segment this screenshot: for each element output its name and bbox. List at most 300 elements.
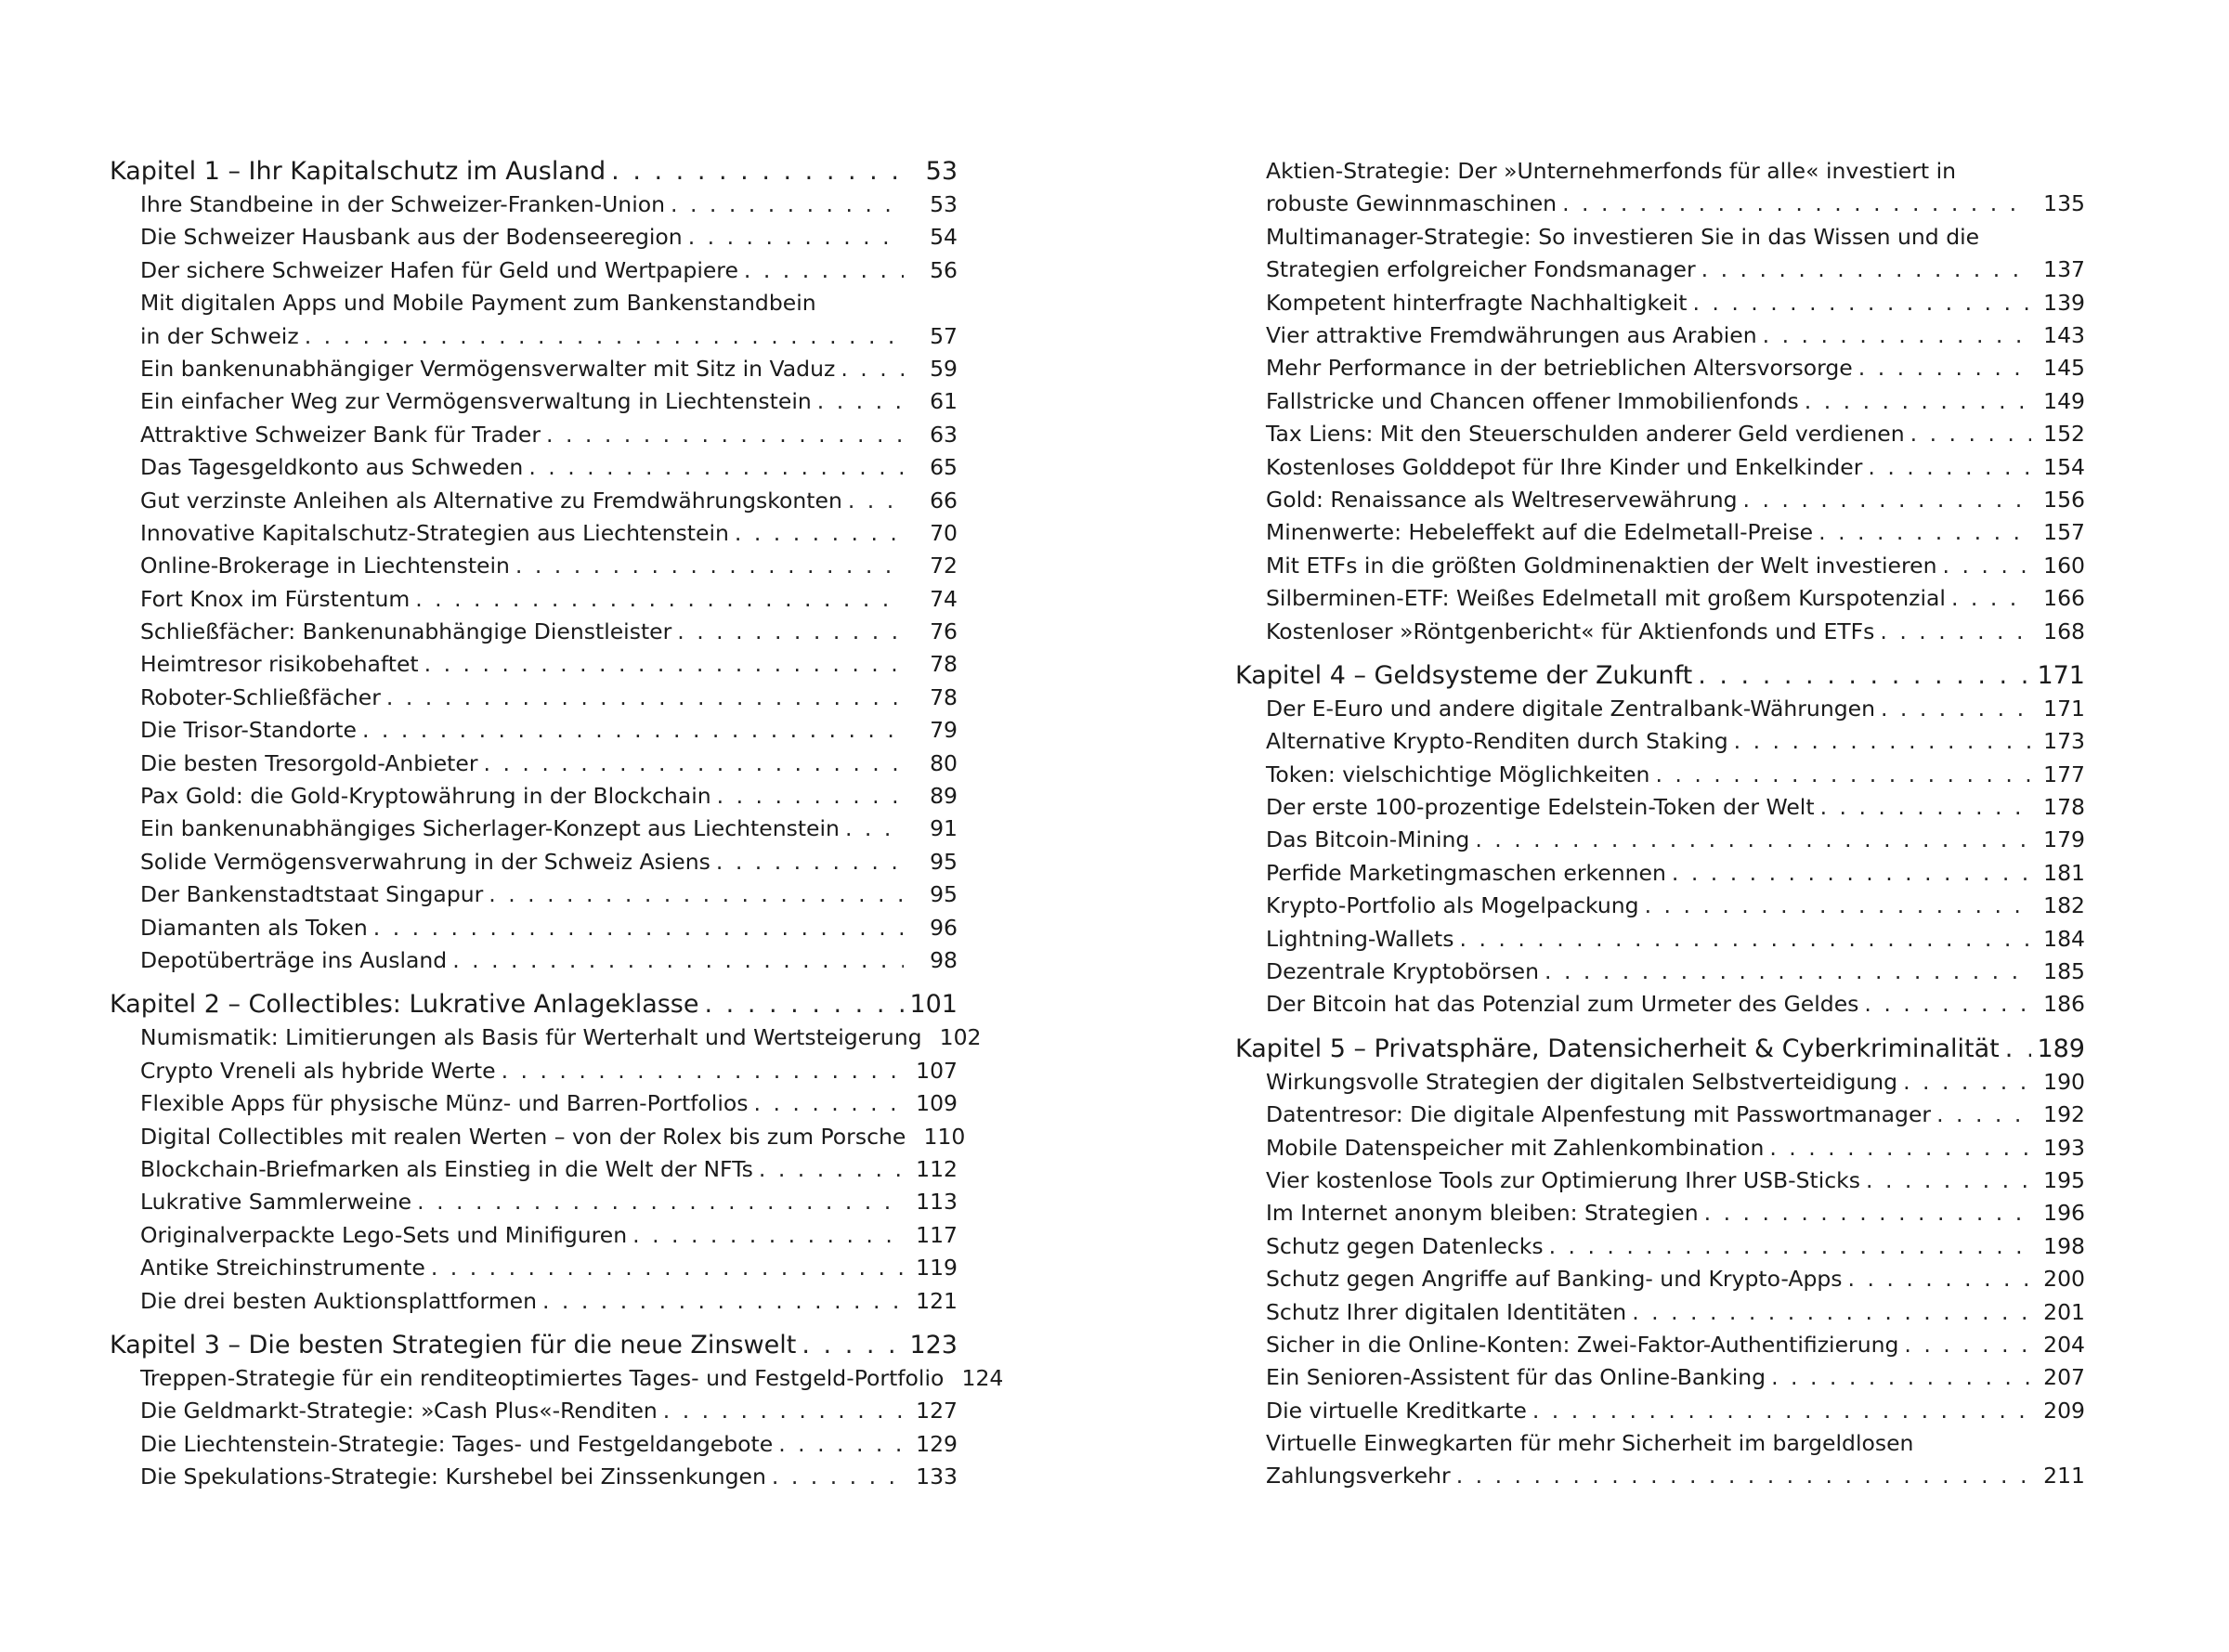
entry-page-number: 190	[2043, 1068, 2085, 1095]
dot-leader	[677, 616, 904, 648]
entry-page-number: 91	[930, 815, 958, 842]
entry-title: Der sichere Schweizer Hafen für Geld und Wertpapiere	[140, 256, 738, 283]
toc-entry	[1235, 956, 2085, 988]
entry-page-number: 96	[930, 914, 958, 941]
toc-entry	[110, 517, 958, 550]
dot-leader	[1769, 1132, 2031, 1164]
entry-title: Die Spekulations-Strategie: Kurshebel bei Zinssenkungen	[140, 1463, 766, 1490]
entry-title: Die besten Tresorgold-Anbieter	[140, 749, 478, 776]
dot-leader	[1562, 188, 2031, 220]
toc-entry	[110, 813, 958, 845]
entry-title: Roboter-Schließfächer	[140, 683, 381, 710]
toc-entry	[1235, 1197, 2085, 1229]
entry-title: Die Trisor-Standorte	[140, 717, 357, 744]
dot-leader	[424, 648, 904, 681]
entry-page-number: 204	[2043, 1331, 2085, 1358]
entry-page-number: 145	[2043, 355, 2085, 382]
entry-title: Flexible Apps für physische Münz- und Barren-Portfolios	[140, 1090, 749, 1117]
entry-title: Dezentrale Kryptobörsen	[1266, 958, 1540, 985]
dot-leader	[1880, 616, 2031, 648]
toc-chapter-heading	[110, 988, 958, 1021]
entry-title: Depotüberträge ins Ausland	[140, 947, 448, 973]
entry-title: Ein einfacher Weg zur Vermögensverwaltung in Liechtenstein	[140, 388, 812, 415]
entry-page-number: 65	[930, 454, 958, 481]
entry-title: Innovative Kapitalschutz-Strategien aus Liechtenstein	[140, 519, 729, 546]
dot-leader	[417, 1186, 904, 1218]
entry-title: Das Tagesgeldkonto aus Schweden	[140, 454, 524, 481]
toc-entry	[110, 1121, 966, 1153]
entry-title: Heimtresor risikobehaftet	[140, 651, 419, 678]
toc-entry	[110, 1087, 958, 1120]
dot-leader	[632, 1219, 904, 1252]
entry-title: Sicher in die Online-Konten: Zwei-Faktor-Authentifizierung	[1266, 1331, 1899, 1358]
entry-title: Der Bitcoin hat das Potenzial zum Urmeter des Geldes	[1266, 991, 1859, 1018]
toc-entry	[110, 1219, 958, 1252]
entry-page-number: 186	[2043, 991, 2085, 1018]
entry-title: Ihre Standbeine in der Schweizer-Franken-Union	[140, 191, 665, 217]
entry-title: Krypto-Portfolio als Mogelpackung	[1266, 892, 1639, 919]
toc-entry	[110, 1153, 958, 1186]
entry-title: Tax Liens: Mit den Steuerschulden anderer Geld verdienen	[1266, 421, 1905, 448]
entry-title: Silberminen-ETF: Weißes Edelmetall mit großem Kurspotenzial	[1266, 585, 1946, 612]
toc-entry	[1235, 385, 2085, 418]
entry-page-number: 127	[916, 1398, 958, 1424]
entry-page-number: 78	[930, 651, 958, 678]
toc-entry	[1235, 550, 2085, 582]
entry-title: Ein Senioren-Assistent für das Online-Banking	[1266, 1364, 1766, 1391]
dot-leader	[1701, 254, 2031, 286]
entry-page-number: 59	[930, 355, 958, 382]
entry-page-number: 179	[2043, 826, 2085, 853]
toc-entry	[110, 748, 958, 780]
entry-title: Wirkungsvolle Strategien der digitalen Selbstverteidigung	[1266, 1068, 1898, 1095]
entry-page-number: 157	[2043, 519, 2085, 546]
toc-entry	[110, 287, 958, 353]
dot-leader	[1692, 287, 2031, 319]
dot-leader	[1456, 1460, 2031, 1492]
toc-entry	[110, 189, 958, 221]
entry-page-number: 61	[930, 388, 958, 415]
entry-page-number: 80	[930, 749, 958, 776]
dot-leader	[611, 155, 904, 189]
dot-leader	[542, 1285, 904, 1318]
entry-page-number: 89	[930, 783, 958, 810]
dot-leader	[373, 912, 904, 944]
dot-leader	[716, 846, 904, 878]
dot-leader	[802, 1329, 904, 1362]
entry-page-number: 78	[930, 683, 958, 710]
dot-leader	[1632, 1296, 2031, 1329]
entry-page-number: 70	[930, 519, 958, 546]
dot-leader	[528, 451, 904, 484]
dot-leader	[1475, 824, 2031, 856]
toc-entry	[110, 419, 958, 451]
entry-title: Kostenloses Golddepot für Ihre Kinder und Enkelkinder	[1266, 453, 1863, 480]
entry-page-number: 57	[930, 322, 958, 349]
toc-entry	[110, 583, 958, 616]
entry-title: Datentresor: Die digitale Alpenfestung mit Passwortmanager	[1266, 1101, 1932, 1128]
toc-entry	[1235, 616, 2085, 648]
toc-entry	[1235, 1132, 2085, 1164]
entry-title: Mit ETFs in die größten Goldminenaktien der Welt investieren	[1266, 552, 1937, 579]
toc-entry	[1235, 1099, 2085, 1131]
entry-page-number: 143	[2043, 321, 2085, 348]
toc-entry	[110, 1055, 958, 1087]
dot-leader	[848, 485, 904, 517]
entry-title: Mehr Performance in der betrieblichen Altersvorsorge	[1266, 355, 1853, 382]
entry-page-number: 121	[916, 1287, 958, 1314]
entry-page-number: 139	[2043, 289, 2085, 316]
entry-page-number: 95	[930, 881, 958, 908]
entry-page-number: 113	[916, 1189, 958, 1216]
dot-leader	[1532, 1395, 2031, 1427]
chapter-page-number: 123	[909, 1330, 958, 1359]
toc-entry	[1235, 484, 2085, 516]
toc-entry	[110, 1461, 958, 1493]
dot-leader	[817, 385, 904, 418]
toc-entry	[110, 616, 958, 648]
toc-entry	[110, 1285, 958, 1318]
dot-leader	[1951, 582, 2031, 615]
entry-title: Die Schweizer Hausbank aus der Bodenseeregion	[140, 224, 683, 251]
dot-leader	[484, 748, 905, 780]
dot-leader	[1881, 693, 2031, 725]
entry-title: Der E-Euro und andere digitale Zentralbank-Währungen	[1266, 695, 1875, 722]
entry-page-number: 192	[2043, 1101, 2085, 1128]
toc-entry	[1235, 1230, 2085, 1263]
entry-page-number: 109	[916, 1090, 958, 1117]
dot-leader	[546, 419, 904, 451]
dot-leader	[1904, 1329, 2031, 1361]
toc-entry	[1235, 923, 2085, 956]
dot-leader	[502, 1055, 904, 1087]
toc-entry	[1235, 1164, 2085, 1197]
entry-title: Kompetent hinterfragte Nachhaltigkeit	[1266, 289, 1688, 316]
dot-leader	[754, 1087, 905, 1120]
entry-title: Token: vielschichtige Möglichkeiten	[1266, 761, 1650, 787]
entry-title: Solide Vermögensverwahrung in der Schweiz Asiens	[140, 848, 710, 875]
toc-entry	[1235, 1427, 2085, 1493]
chapter-page-number: 171	[2037, 660, 2085, 690]
entry-page-number: 110	[923, 1123, 966, 1150]
entry-title: Pax Gold: die Gold-Kryptowährung in der Blockchain	[140, 783, 711, 810]
toc-entry	[110, 780, 958, 813]
entry-page-number: 124	[961, 1364, 1004, 1391]
entry-title: Fort Knox im Fürstentum	[140, 585, 411, 612]
dot-leader	[744, 254, 904, 287]
entry-title: Digital Collectibles mit realen Werten – von der Rolex bis zum Porsche	[140, 1123, 906, 1150]
toc-entry	[1235, 352, 2085, 384]
entry-title: Der Bankenstadtstaat Singapur	[140, 881, 484, 908]
toc-left-page	[110, 155, 1004, 1493]
entry-page-number: 154	[2043, 453, 2085, 480]
entry-page-number: 98	[930, 947, 958, 973]
entry-title: Crypto Vreneli als hybride Werte	[140, 1057, 496, 1084]
dot-leader	[663, 1395, 904, 1427]
entry-page-number: 200	[2043, 1266, 2085, 1293]
entry-title: robuste Gewinnmaschinen	[1266, 190, 1558, 217]
toc-entry	[110, 254, 958, 287]
entry-title-line1: Virtuelle Einwegkarten für mehr Sicherheit im bargeldlosen	[1266, 1430, 1914, 1457]
dot-leader	[489, 878, 904, 911]
entry-page-number: 56	[930, 256, 958, 283]
entry-page-number: 182	[2043, 892, 2085, 919]
dot-leader	[705, 988, 905, 1021]
entry-page-number: 178	[2043, 794, 2085, 821]
toc-entry	[110, 878, 958, 911]
entry-page-number: 63	[930, 421, 958, 448]
entry-title: Die virtuelle Kreditkarte	[1266, 1397, 1527, 1424]
dot-leader	[1818, 516, 2031, 549]
dot-leader	[1805, 385, 2031, 418]
entry-title: Lightning-Wallets	[1266, 925, 1454, 952]
toc-entry	[1235, 1066, 2085, 1099]
entry-page-number: 54	[930, 224, 958, 251]
toc-entry-line2	[1266, 188, 2085, 220]
dot-leader	[1820, 791, 2031, 824]
toc-entry	[1235, 693, 2085, 725]
entry-title: Gut verzinste Anleihen als Alternative zu Fremdwährungskonten	[140, 487, 842, 514]
dot-leader	[1866, 1164, 2031, 1197]
dot-leader	[1734, 725, 2031, 758]
entry-page-number: 207	[2043, 1364, 2085, 1391]
toc-entry	[1235, 221, 2085, 287]
dot-leader	[1672, 857, 2031, 890]
dot-leader	[772, 1461, 904, 1493]
toc-chapter-heading	[110, 1329, 958, 1362]
entry-title: Online-Brokerage in Liechtenstein	[140, 553, 510, 579]
toc-entry	[1235, 725, 2085, 758]
entry-title: Strategien erfolgreicher Fondsmanager	[1266, 256, 1696, 283]
dot-leader	[2005, 1033, 2031, 1066]
dot-leader	[1771, 1361, 2031, 1394]
entry-page-number: 166	[2043, 585, 2085, 612]
toc-right-page	[1235, 155, 2085, 1493]
entry-title: Schutz gegen Angriffe auf Banking- und Krypto-Apps	[1266, 1266, 1843, 1293]
entry-title: Perfide Marketingmaschen erkennen	[1266, 859, 1666, 886]
toc-entry	[1235, 516, 2085, 549]
dot-leader	[1943, 550, 2031, 582]
entry-title-line1: Aktien-Strategie: Der »Unternehmerfonds für alle« investiert in	[1266, 158, 1956, 184]
entry-page-number: 184	[2043, 925, 2085, 952]
entry-page-number: 117	[916, 1221, 958, 1248]
entry-page-number: 119	[916, 1255, 958, 1281]
toc-entry	[1235, 319, 2085, 352]
entry-page-number: 209	[2043, 1397, 2085, 1424]
chapter-title: Kapitel 4 – Geldsysteme der Zukunft	[1235, 660, 1693, 690]
chapter-title: Kapitel 2 – Collectibles: Lukrative Anlageklasse	[110, 990, 699, 1020]
entry-title: Die drei besten Auktionsplattformen	[140, 1287, 537, 1314]
toc-entry	[1235, 1395, 2085, 1427]
entry-page-number: 137	[2043, 256, 2085, 283]
dot-leader	[671, 189, 904, 221]
toc-entry	[110, 682, 958, 714]
entry-title: Vier kostenlose Tools zur Optimierung Ihrer USB-Sticks	[1266, 1166, 1861, 1193]
entry-page-number: 171	[2043, 695, 2085, 722]
toc-entry	[1235, 857, 2085, 890]
chapter-page-number: 53	[925, 157, 958, 186]
toc-entry	[1235, 791, 2085, 824]
entry-page-number: 195	[2043, 1166, 2085, 1193]
entry-page-number: 66	[930, 487, 958, 514]
entry-title: in der Schweiz	[140, 322, 299, 349]
dot-leader	[735, 517, 904, 550]
toc-entry	[1235, 1263, 2085, 1295]
entry-title-line1: Mit digitalen Apps und Mobile Payment zum Bankenstandbein	[140, 290, 816, 317]
toc-entry	[1235, 287, 2085, 319]
entry-title: Gold: Renaissance als Weltreservewährung	[1266, 486, 1738, 513]
entry-page-number: 112	[916, 1155, 958, 1182]
entry-page-number: 185	[2043, 958, 2085, 985]
entry-title: Mobile Datenspeicher mit Zahlenkombination	[1266, 1134, 1765, 1161]
dot-leader	[1910, 418, 2031, 450]
dot-leader	[1936, 1099, 2031, 1131]
toc-entry	[110, 550, 958, 582]
entry-title: Zahlungsverkehr	[1266, 1463, 1451, 1489]
entry-title: Blockchain-Briefmarken als Einstieg in die Welt der NFTs	[140, 1155, 753, 1182]
entry-title: Treppen-Strategie für ein renditeoptimiertes Tages- und Festgeld-Portfolio	[140, 1364, 945, 1391]
toc-entry	[110, 1428, 958, 1461]
entry-page-number: 198	[2043, 1232, 2085, 1259]
dot-leader	[386, 682, 904, 714]
dot-leader	[688, 221, 904, 254]
toc-entry	[110, 485, 958, 517]
chapter-page-number: 189	[2037, 1034, 2085, 1063]
entry-page-number: 74	[930, 585, 958, 612]
entry-title: Alternative Krypto-Renditen durch Staking	[1266, 728, 1728, 755]
toc-entry	[110, 912, 958, 944]
toc-entry	[1235, 1329, 2085, 1361]
toc-entry	[110, 451, 958, 484]
entry-page-number: 160	[2043, 552, 2085, 579]
entry-page-number: 177	[2043, 761, 2085, 787]
toc-entry	[1235, 1296, 2085, 1329]
entry-page-number: 107	[916, 1057, 958, 1084]
dot-leader	[1655, 759, 2031, 791]
entry-title: Kostenloser »Röntgenbericht« für Aktienfonds und ETFs	[1266, 618, 1875, 644]
toc-entry	[110, 846, 958, 878]
dot-leader	[515, 550, 904, 582]
entry-title: Antike Streichinstrumente	[140, 1255, 425, 1281]
entry-title: Der erste 100-prozentige Edelstein-Token der Welt	[1266, 794, 1815, 821]
toc-entry	[110, 1362, 1004, 1395]
toc-entry	[110, 1252, 958, 1284]
toc-chapter-heading	[1235, 659, 2085, 693]
toc-entry	[1235, 890, 2085, 922]
entry-title: Schließfächer: Bankenunabhängige Dienstleister	[140, 618, 672, 645]
dot-leader	[1864, 988, 2031, 1021]
entry-page-number: 173	[2043, 728, 2085, 755]
entry-title: Das Bitcoin-Mining	[1266, 826, 1470, 853]
entry-page-number: 95	[930, 848, 958, 875]
toc-entry	[1235, 759, 2085, 791]
entry-page-number: 181	[2043, 859, 2085, 886]
toc-entry	[1235, 451, 2085, 484]
toc-entry-line2	[140, 320, 958, 353]
toc-entry	[1235, 1361, 2085, 1394]
dot-leader	[1645, 890, 2031, 922]
entry-title: Lukrative Sammlerweine	[140, 1189, 412, 1216]
dot-leader	[1743, 484, 2031, 516]
dot-leader	[1868, 451, 2031, 484]
toc-entry	[110, 221, 958, 254]
toc-entry	[110, 1186, 958, 1218]
dot-leader	[717, 780, 904, 813]
dot-leader	[1903, 1066, 2031, 1099]
toc-entry-line2	[1266, 254, 2085, 286]
entry-page-number: 168	[2043, 618, 2085, 644]
dot-leader	[1763, 319, 2031, 352]
entry-title: Die Liechtenstein-Strategie: Tages- und Festgeldangebote	[140, 1430, 774, 1457]
dot-leader	[415, 583, 904, 616]
entry-page-number: 211	[2043, 1463, 2085, 1489]
entry-page-number: 53	[930, 191, 958, 217]
dot-leader	[1858, 352, 2031, 384]
entry-title: Minenwerte: Hebeleffekt auf die Edelmetall-Preise	[1266, 519, 1814, 546]
chapter-title: Kapitel 1 – Ihr Kapitalschutz im Ausland	[110, 157, 606, 186]
entry-page-number: 72	[930, 553, 958, 579]
toc-entry	[110, 1021, 982, 1054]
toc-entry	[110, 353, 958, 385]
entry-page-number: 76	[930, 618, 958, 645]
toc-chapter-heading	[1235, 1033, 2085, 1066]
entry-title: Schutz gegen Datenlecks	[1266, 1232, 1544, 1259]
entry-page-number: 193	[2043, 1134, 2085, 1161]
toc-entry	[110, 385, 958, 418]
toc-entry	[110, 714, 958, 747]
entry-page-number: 196	[2043, 1200, 2085, 1227]
toc-entry	[110, 1395, 958, 1427]
dot-leader	[1698, 659, 2031, 693]
entry-page-number: 135	[2043, 190, 2085, 217]
chapter-page-number: 101	[909, 990, 958, 1020]
dot-leader	[1704, 1197, 2031, 1229]
entry-title-line1: Multimanager-Strategie: So investieren Sie in das Wissen und die	[1266, 223, 1980, 250]
entry-title: Originalverpackte Lego-Sets und Minifiguren	[140, 1221, 628, 1248]
toc-entry	[1235, 988, 2085, 1021]
dot-leader	[1460, 923, 2031, 956]
dot-leader	[759, 1153, 904, 1186]
entry-title: Fallstricke und Chancen offener Immobilienfonds	[1266, 387, 1799, 414]
dot-leader	[362, 714, 904, 747]
entry-page-number: 133	[916, 1463, 958, 1490]
toc-entry	[110, 944, 958, 977]
entry-title: Ein bankenunabhängiges Sicherlager-Konzept aus Liechtenstein	[140, 815, 840, 842]
entry-title: Diamanten als Token	[140, 914, 368, 941]
dot-leader	[452, 944, 904, 977]
entry-title: Numismatik: Limitierungen als Basis für Werterhalt und Wertsteigerung	[140, 1024, 922, 1051]
entry-title: Schutz Ihrer digitalen Identitäten	[1266, 1298, 1627, 1325]
chapter-title: Kapitel 5 – Privatsphäre, Datensicherheit & Cyberkriminalität	[1235, 1034, 2000, 1063]
toc-entry-line2	[1266, 1460, 2085, 1492]
dot-leader	[841, 353, 904, 385]
toc-chapter-heading	[110, 155, 958, 189]
toc-entry	[1235, 155, 2085, 221]
entry-title: Die Geldmarkt-Strategie: »Cash Plus«-Renditen	[140, 1398, 658, 1424]
entry-page-number: 79	[930, 717, 958, 744]
dot-leader	[431, 1252, 904, 1284]
dot-leader	[845, 813, 904, 845]
entry-page-number: 156	[2043, 486, 2085, 513]
dot-leader	[1848, 1263, 2031, 1295]
toc-entry	[1235, 582, 2085, 615]
dot-leader	[1545, 956, 2031, 988]
dot-leader	[305, 320, 904, 353]
toc-entry	[110, 648, 958, 681]
entry-title: Ein bankenunabhängiger Vermögensverwalter mit Sitz in Vaduz	[140, 355, 836, 382]
entry-title: Attraktive Schweizer Bank für Trader	[140, 421, 541, 448]
entry-page-number: 102	[939, 1024, 982, 1051]
